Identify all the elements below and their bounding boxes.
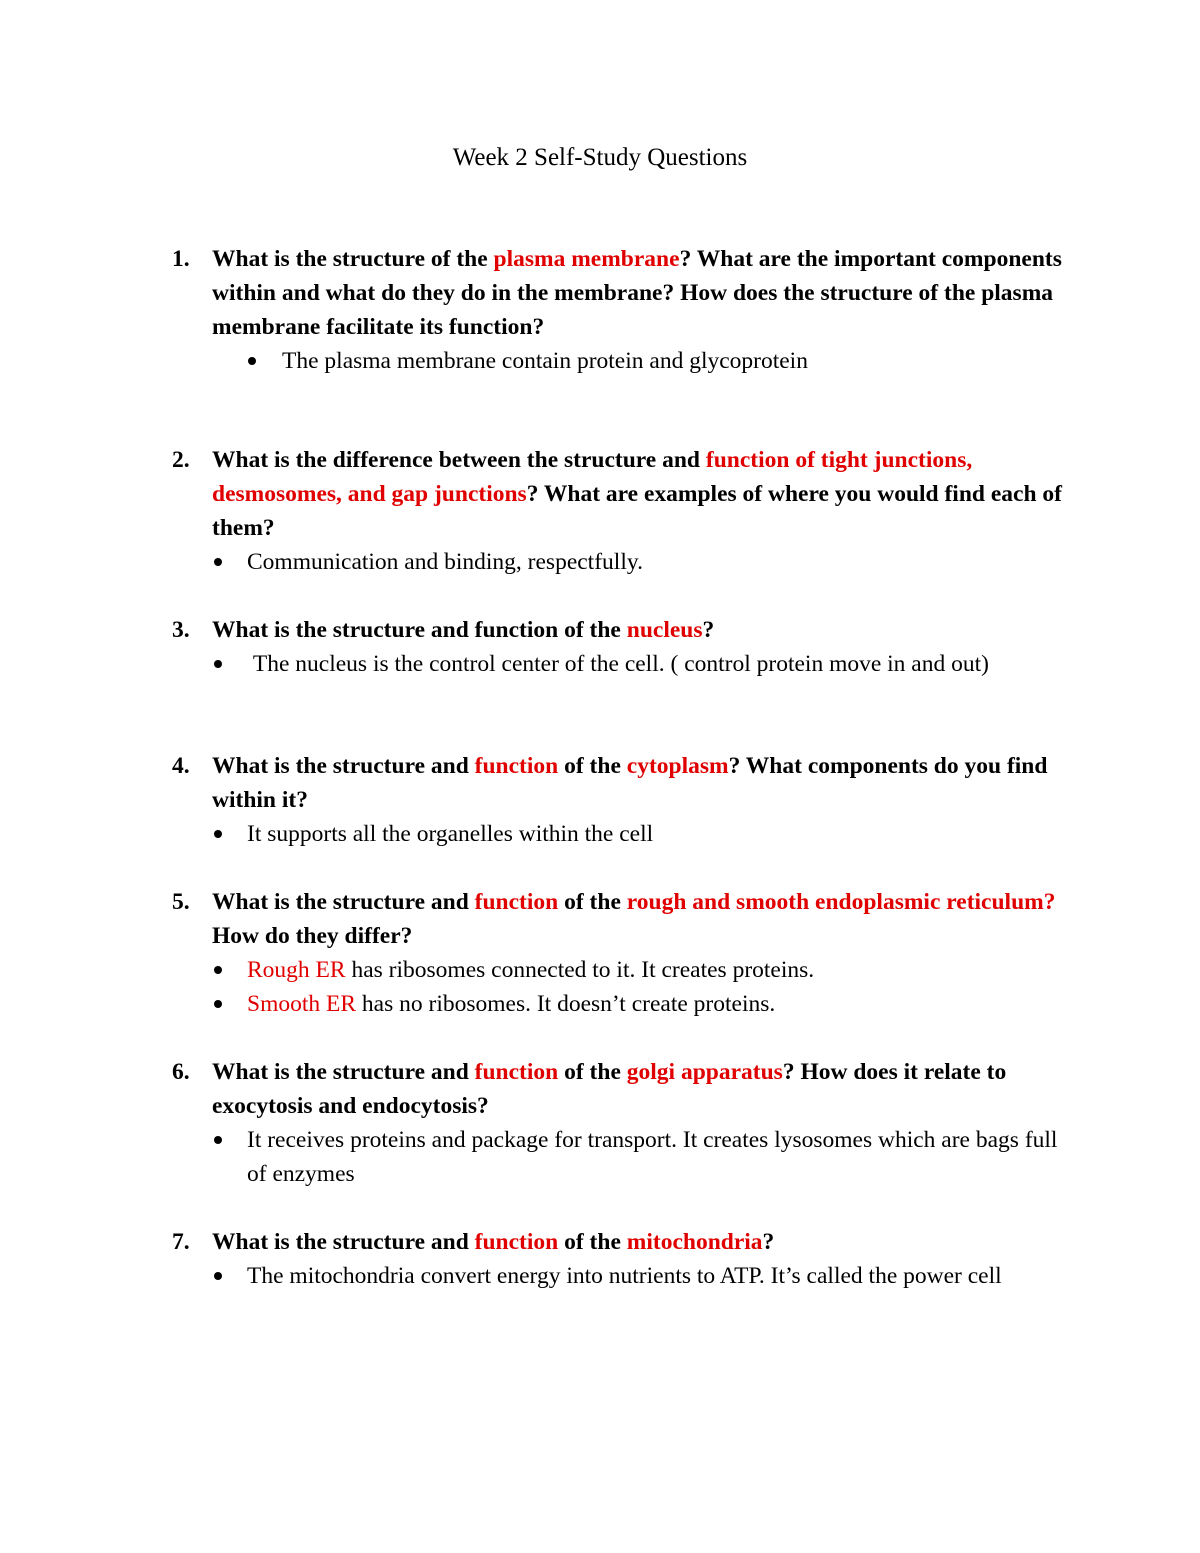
question-4	[172, 749, 1072, 851]
question-3	[172, 613, 1072, 681]
answer-list	[172, 545, 1072, 579]
answer-list	[172, 1259, 1072, 1293]
question-number: 7.	[172, 1229, 190, 1255]
question-2	[172, 443, 1072, 579]
answer-item: It receives proteins and package for transport. It creates lysosomes which are bags full of enzymes	[172, 1123, 1072, 1191]
question-text: What is the difference between the structure and function of tight junctions, desmosomes, and gap junctions? What are examples of where you would find each of them?	[212, 447, 1062, 541]
bullet-icon	[214, 830, 222, 838]
question-text: What is the structure of the plasma membrane? What are the important components within and what do they do in the membrane? How does the structure of the plasma membrane facilitate its function?	[212, 246, 1062, 340]
bullet-icon	[248, 357, 256, 365]
question-text: What is the structure and function of the golgi apparatus? How does it relate to exocytosis and endocytosis?	[212, 1059, 1007, 1119]
answer-list	[172, 344, 1072, 378]
question-number: 2.	[172, 447, 190, 473]
question-text: What is the structure and function of the cytoplasm? What components do you find within it?	[212, 753, 1048, 813]
answer-item: The plasma membrane contain protein and glycoprotein	[172, 344, 1072, 378]
question-number: 3.	[172, 617, 190, 643]
answer-list	[172, 953, 1072, 1021]
question-7	[172, 1225, 1072, 1293]
document-title: Week 2 Self-Study Questions	[452, 144, 748, 171]
question-text: What is the structure and function of the rough and smooth endoplasmic reticulum? How do they differ?	[212, 889, 1056, 949]
bullet-icon	[214, 1272, 222, 1280]
question-text: What is the structure and function of the mitochondria?	[212, 1229, 775, 1255]
bullet-icon	[214, 558, 222, 566]
bullet-icon	[214, 966, 222, 974]
question-5	[172, 885, 1072, 1021]
answer-list	[172, 647, 1072, 681]
bullet-icon	[214, 1136, 222, 1144]
question-number: 4.	[172, 753, 190, 779]
bullet-icon	[214, 660, 222, 668]
answer-item: The nucleus is the control center of the cell. ( control protein move in and out)	[172, 647, 1072, 681]
question-number: 5.	[172, 889, 190, 915]
question-number: 6.	[172, 1059, 190, 1085]
answer-list	[172, 1123, 1072, 1191]
bullet-icon	[214, 1000, 222, 1008]
answer-item: The mitochondria convert energy into nutrients to ATP. It’s called the power cell	[172, 1259, 1072, 1293]
question-text: What is the structure and function of the nucleus?	[212, 617, 715, 643]
answer-item: Communication and binding, respectfully.	[172, 545, 1072, 579]
question-1	[172, 242, 1072, 378]
answer-list	[172, 817, 1072, 851]
answer-item: Rough ER has ribosomes connected to it. It creates proteins.	[172, 953, 1072, 987]
answer-item: It supports all the organelles within the cell	[172, 817, 1072, 851]
question-6	[172, 1055, 1072, 1191]
answer-item: Smooth ER has no ribosomes. It doesn’t create proteins.	[172, 987, 1072, 1021]
question-number: 1.	[172, 246, 190, 272]
